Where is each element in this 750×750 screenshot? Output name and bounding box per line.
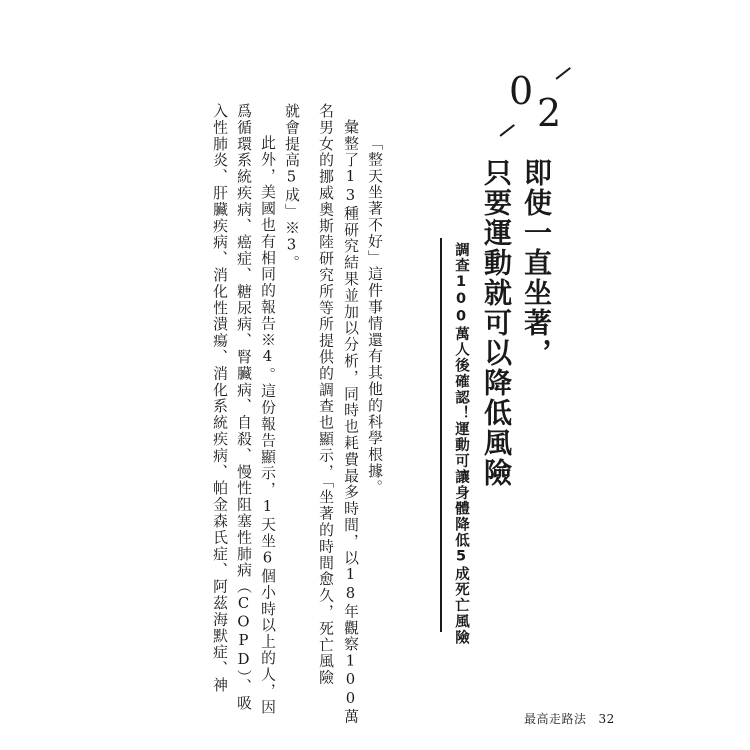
chapter-subtitle: 調查100萬人後確認！運動可讓身體降低5成死亡風險 xyxy=(453,242,469,646)
body-column-7: 入性肺炎、肝臟疾病、消化性潰瘍、消化系統疾病、帕金森氏症、阿茲海默症、神 xyxy=(211,103,228,694)
body-column-6: 爲循環系統疾病、癌症、糖尿病、腎臟病、自殺、慢性阻塞性肺病（COPD）、吸 xyxy=(235,103,252,712)
chapter-digit-2: 2 xyxy=(537,91,562,135)
running-book-title: 最高走路法 xyxy=(524,712,587,726)
body-column-3: 名男女的挪威奧斯陸研究所等所提供的調查也顯示，「坐著的時間愈久，死亡風險 xyxy=(317,103,334,686)
body-column-5: 此外，美國也有相同的報告※4。這份報告顯示，1天坐6個小時以上的人，因 xyxy=(259,135,276,716)
page-number: 32 xyxy=(598,712,615,726)
chapter-number xyxy=(505,69,585,142)
body-column-1: 「整天坐著不好」這件事情還有其他的科學根據。 xyxy=(366,135,383,496)
chapter-digit-0: 0 xyxy=(509,69,534,113)
chapter-title-line-1: 即使一直坐著， xyxy=(520,158,553,368)
body-column-4: 就會提高5成」※3。 xyxy=(283,103,300,272)
subtitle-block xyxy=(440,238,472,646)
body-column-2: 彙整了13種研究結果並加以分析，同時也耗費最多時間，以18年觀察100萬 xyxy=(342,119,359,725)
page-footer xyxy=(524,710,615,727)
chapter-title-line-2: 只要運動就可以降低風險 xyxy=(480,158,513,488)
